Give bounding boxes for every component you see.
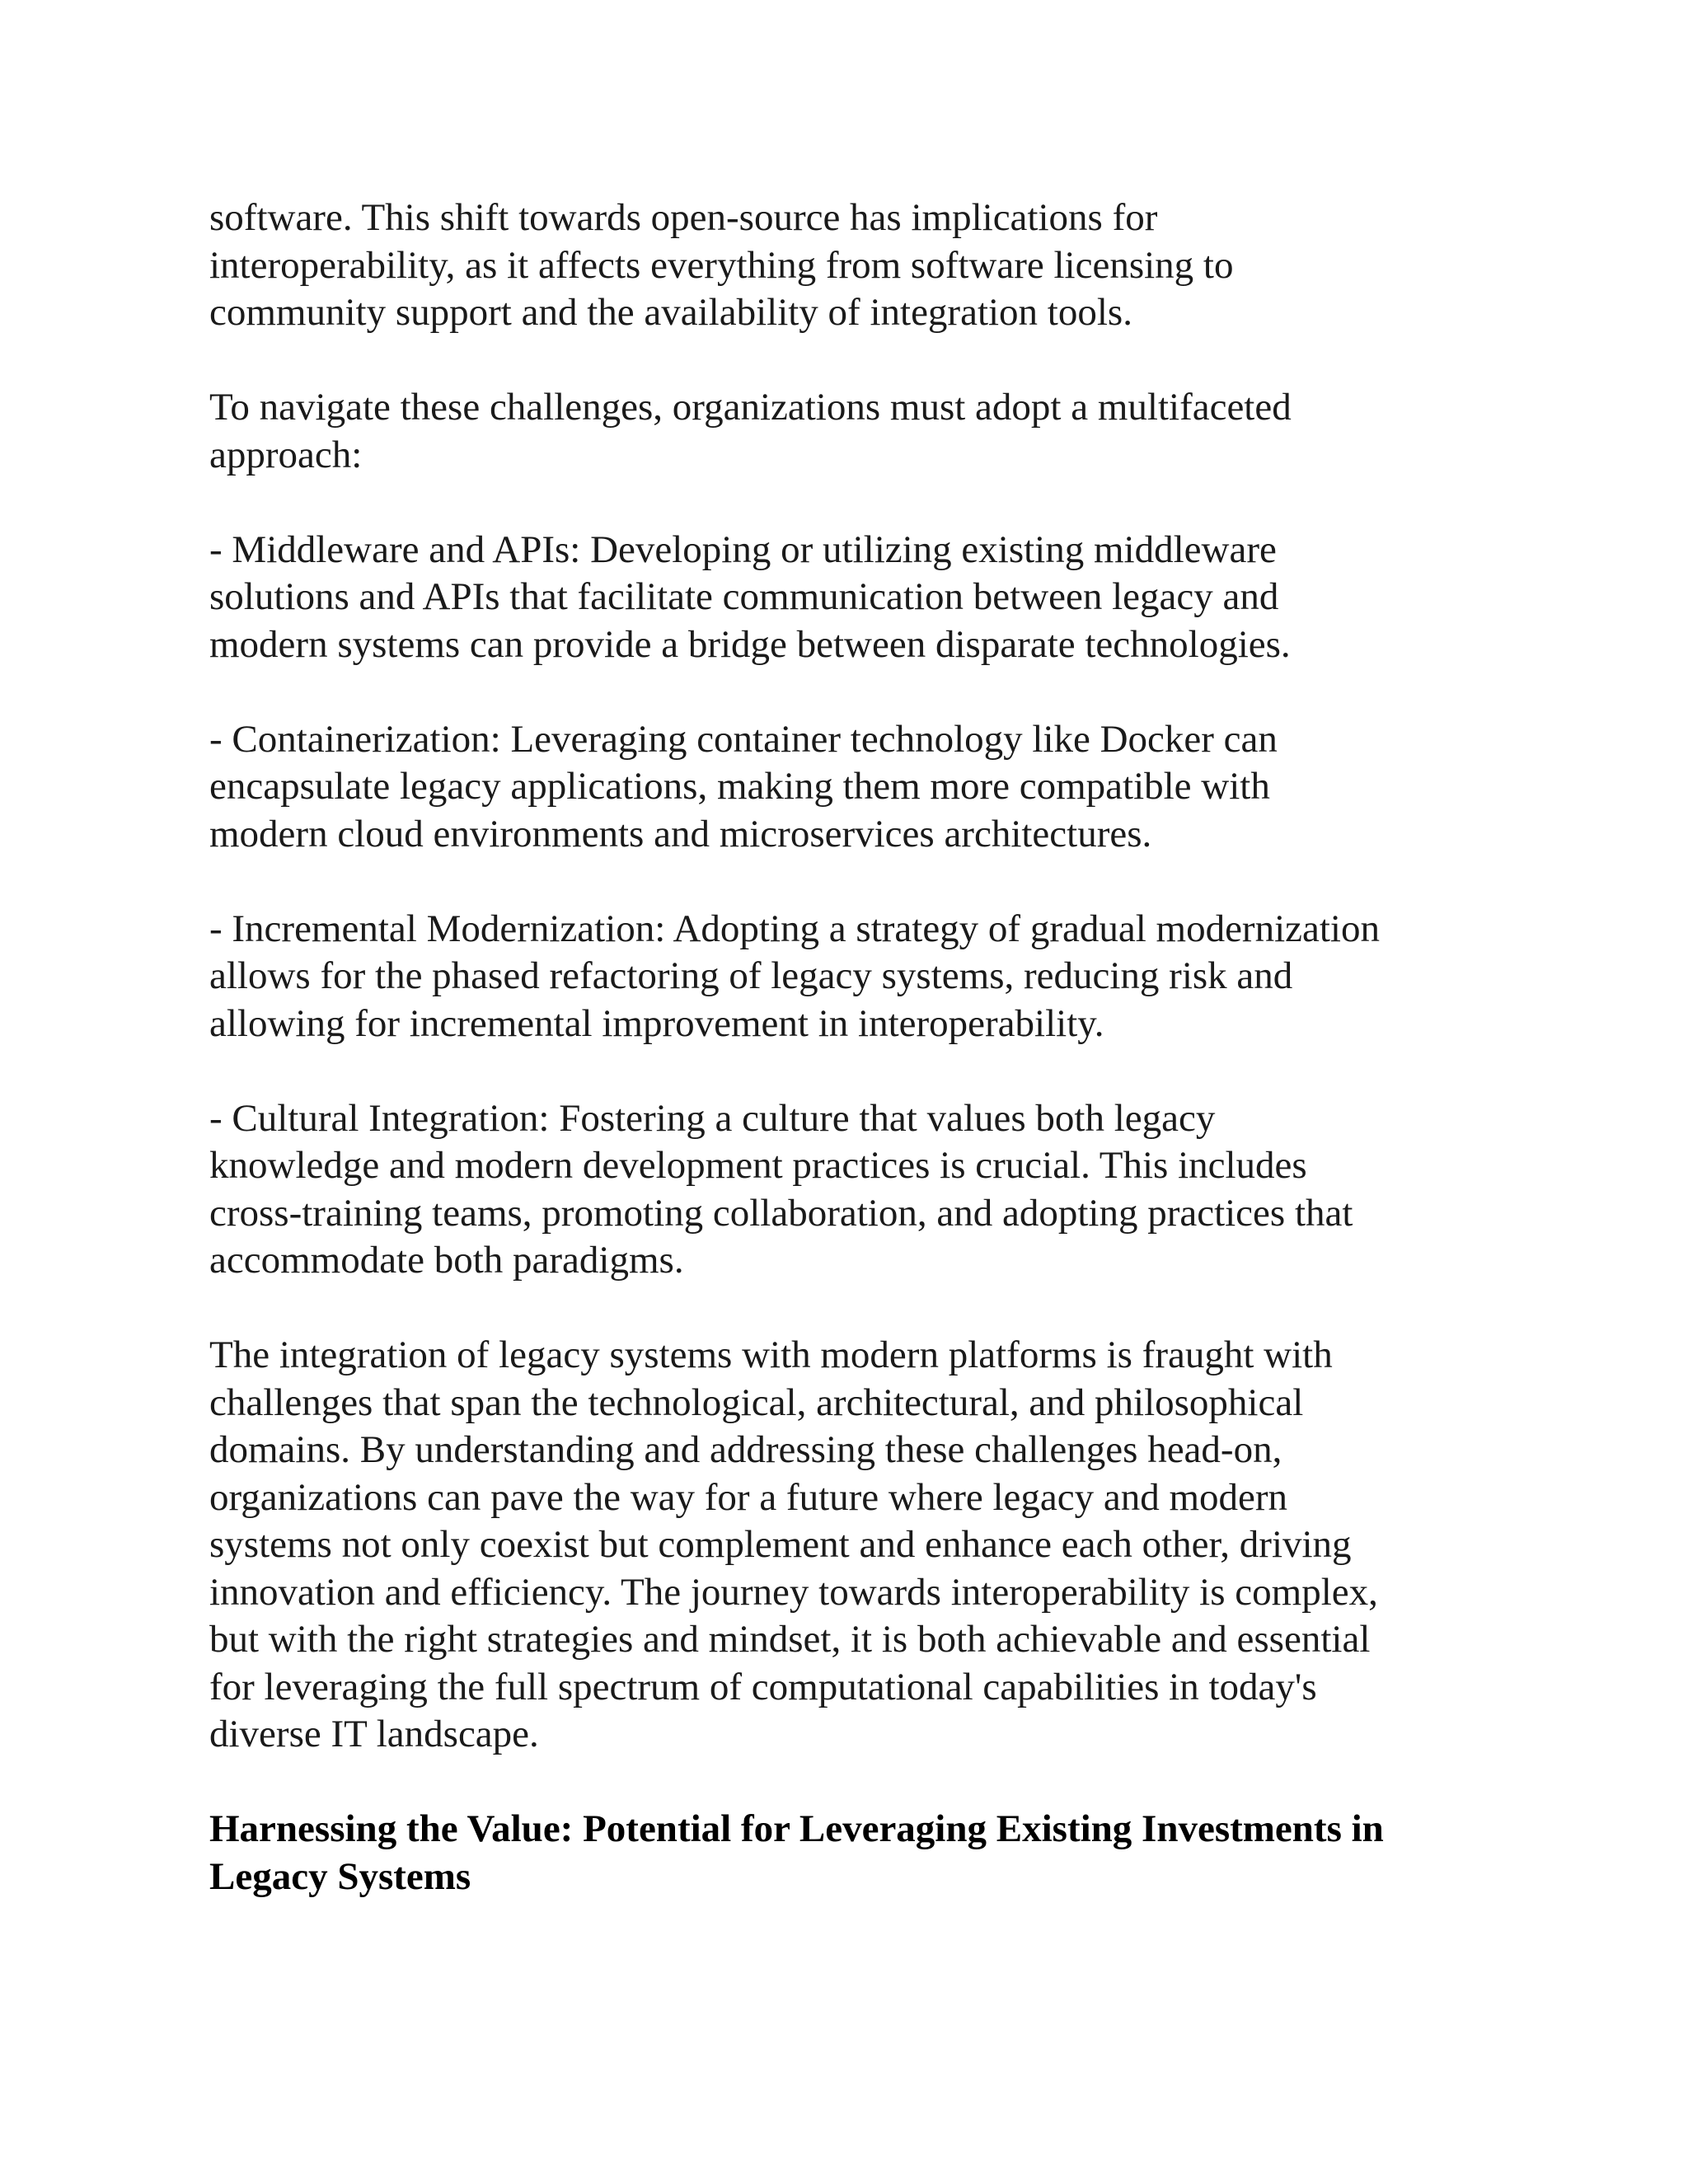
text-line: community support and the availability of integration tools. (209, 291, 1132, 334)
text-line: challenges that span the technological, architectural, and philosophical (209, 1380, 1304, 1424)
document-body (209, 194, 1479, 1948)
text-line: interoperability, as it affects everything from software licensing to (209, 243, 1234, 287)
paragraph-multifaceted-approach (209, 384, 1479, 479)
text-line: - Containerization: Leveraging container technology like Docker can (209, 717, 1278, 761)
heading-line: Harnessing the Value: Potential for Leveraging Existing Investments in (209, 1807, 1384, 1850)
text-line: systems not only coexist but complement and enhance each other, driving (209, 1523, 1352, 1566)
text-line: modern systems can provide a bridge between disparate technologies. (209, 622, 1291, 666)
text-line: organizations can pave the way for a future where legacy and modern (209, 1475, 1288, 1519)
text-line: for leveraging the full spectrum of computational capabilities in today's (209, 1665, 1317, 1708)
text-line: cross-training teams, promoting collaboration, and adopting practices that (209, 1191, 1353, 1235)
text-line: encapsulate legacy applications, making them more compatible with (209, 765, 1270, 808)
text-line: modern cloud environments and microservices architectures. (209, 812, 1152, 855)
list-item-cultural-integration (209, 1095, 1479, 1285)
text-line: allowing for incremental improvement in interoperability. (209, 1001, 1104, 1045)
text-line: - Incremental Modernization: Adopting a strategy of gradual modernization (209, 907, 1380, 950)
text-line: software. This shift towards open-source has implications for (209, 196, 1158, 239)
text-line: solutions and APIs that facilitate communication between legacy and (209, 575, 1279, 618)
paragraph-conclusion (209, 1332, 1479, 1759)
section-heading (209, 1806, 1479, 1900)
heading-line: Legacy Systems (209, 1854, 471, 1898)
text-line: accommodate both paradigms. (209, 1239, 684, 1282)
text-line: innovation and efficiency. The journey towards interoperability is complex, (209, 1570, 1378, 1614)
list-item-containerization (209, 716, 1479, 859)
text-line: but with the right strategies and mindset, it is both achievable and essential (209, 1618, 1371, 1661)
text-line: domains. By understanding and addressing these challenges head-on, (209, 1428, 1282, 1471)
list-item-incremental-modernization (209, 906, 1479, 1048)
text-line: diverse IT landscape. (209, 1713, 539, 1755)
text-line: approach: (209, 433, 363, 476)
text-line: knowledge and modern development practices is crucial. This includes (209, 1144, 1307, 1187)
list-item-middleware-apis (209, 527, 1479, 669)
text-line: allows for the phased refactoring of legacy systems, reducing risk and (209, 954, 1293, 997)
text-line: The integration of legacy systems with modern platforms is fraught with (209, 1333, 1333, 1376)
text-line: - Cultural Integration: Fostering a culture that values both legacy (209, 1096, 1216, 1140)
text-line: To navigate these challenges, organizations must adopt a multifaceted (209, 386, 1292, 429)
paragraph-open-source-implications (209, 194, 1479, 337)
text-line: - Middleware and APIs: Developing or utilizing existing middleware (209, 527, 1277, 571)
